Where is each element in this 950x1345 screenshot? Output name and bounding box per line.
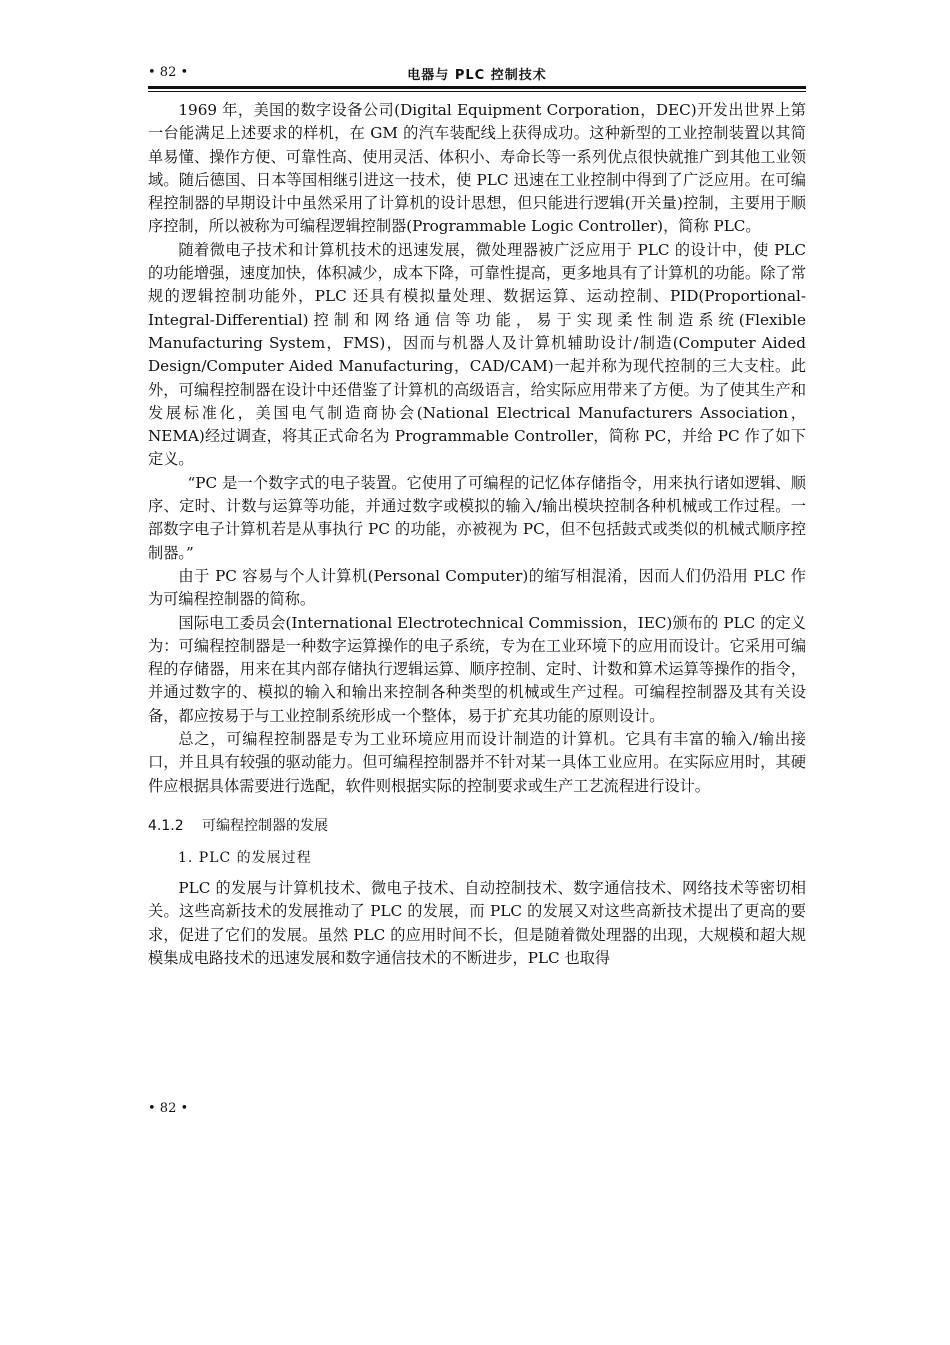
header-book-title: 电器与 PLC 控制技术 — [407, 68, 547, 83]
header-rule-thin — [148, 91, 806, 92]
footer-page-number: • 82 • — [148, 1101, 189, 1116]
page-body — [148, 99, 806, 970]
section-number: 4.1.2 — [148, 817, 184, 834]
header-page-number: • 82 • — [148, 65, 189, 80]
section-heading — [148, 815, 806, 837]
page-header — [148, 62, 806, 86]
paragraph-quote: “PC 是一个数字式的电子装置。它使用了可编程的记忆体存储指令，用来执行诸如逻辑、顺序、定时、计数与运算等功能，并通过数字或模拟的输入/输出模块控制各种机械或工作过程。一部数字电子计算机若是从事执行 PC 的功能，亦被视为 PC，但不包括鼓式或类似的机械式顺序控制器。” — [148, 473, 806, 562]
paragraph-6: 总之，可编程控制器是专为工业环境应用而设计制造的计算机。它具有丰富的输入/输出接口，并且具有较强的驱动能力。但可编程控制器并不针对某一具体工业应用。在实际应用时，其硬件应根据具体需要进行选配，软件则根据实际的控制要求或生产工艺流程进行设计。 — [148, 730, 806, 795]
paragraph-5: 国际电工委员会(International Electrotechnical Commission，IEC)颁布的 PLC 的定义为：可编程控制器是一种数字运算操作的电子系统，专为在工业环境下的应用而设计。它采用可编程的存储器，用来在其内部存储执行逻辑运算、顺序控制、定时、计数和算术运算等操作的指令，并通过数字的、模拟的输入和输出来控制各种类型的机械或生产过程。可编程控制器及其有关设备，都应按易于与工业控制系统形成一个整体，易于扩充其功能的原则设计。 — [148, 613, 806, 725]
paragraph-4: 由于 PC 容易与个人计算机(Personal Computer)的缩写相混淆，因而人们仍沿用 PLC 作为可编程控制器的简称。 — [148, 566, 806, 609]
paragraph-1: 1969 年，美国的数字设备公司(Digital Equipment Corporation，DEC)开发出世界上第一台能满足上述要求的样机，在 GM 的汽车装配线上获得成功。这种新型的工业控制装置以其简单易懂、操作方便、可靠性高、使用灵活、体积小、寿命长等一系列优点很快就推广到其他工业领域。随后德国、日本等国相继引进这一技术，使 PLC 迅速在工业控制中得到了广泛应用。在可编程控制器的早期设计中虽然采用了计算机的设计思想，但只能进行逻辑(开关量)控制，主要用于顺序控制，所以被称为可编程逻辑控制器(Programmable Logic Controller)，简称 PLC。 — [148, 101, 806, 236]
paragraph-2: 随着微电子技术和计算机技术的迅速发展，微处理器被广泛应用于 PLC 的设计中，使 PLC 的功能增强，速度加快，体积减少，成本下降，可靠性提高，更多地具有了计算机的功能。除了常规的逻辑控制功能外，PLC 还具有模拟量处理、数据运算、运动控制、PID(Proportional-Integral-Differential)控制和网络通信等功能，易于实现柔性制造系统(Flexible Manufacturing System，FMS)，因而与机器人及计算机辅助设计/制造(Computer Aided Design/Computer Aided Manufacturing，CAD/CAM)一起并称为现代控制的三大支柱。此外，可编程控制器在设计中还借鉴了计算机的高级语言，给实际应用带来了方便。为了使其生产和发展标准化，美国电气制造商协会(National Electrical Manufacturers Association，NEMA)经过调查，将其正式命名为 Programmable Controller，简称 PC，并给 PC 作了如下定义。 — [148, 240, 806, 469]
paragraph-final: PLC 的发展与计算机技术、微电子技术、自动控制技术、数字通信技术、网络技术等密切相关。这些高新技术的发展推动了 PLC 的发展，而 PLC 的发展又对这些高新技术提出了更高的要求，促进了它们的发展。虽然 PLC 的应用时间不长，但是随着微处理器的出现，大规模和超大规模集成电路技术的迅速发展和数字通信技术的不断进步，PLC 也取得 — [148, 878, 806, 967]
section-title: 可编程控制器的发展 — [202, 817, 328, 834]
subsection-heading: 1. PLC 的发展过程 — [178, 849, 312, 866]
header-rule-thick — [148, 86, 806, 89]
